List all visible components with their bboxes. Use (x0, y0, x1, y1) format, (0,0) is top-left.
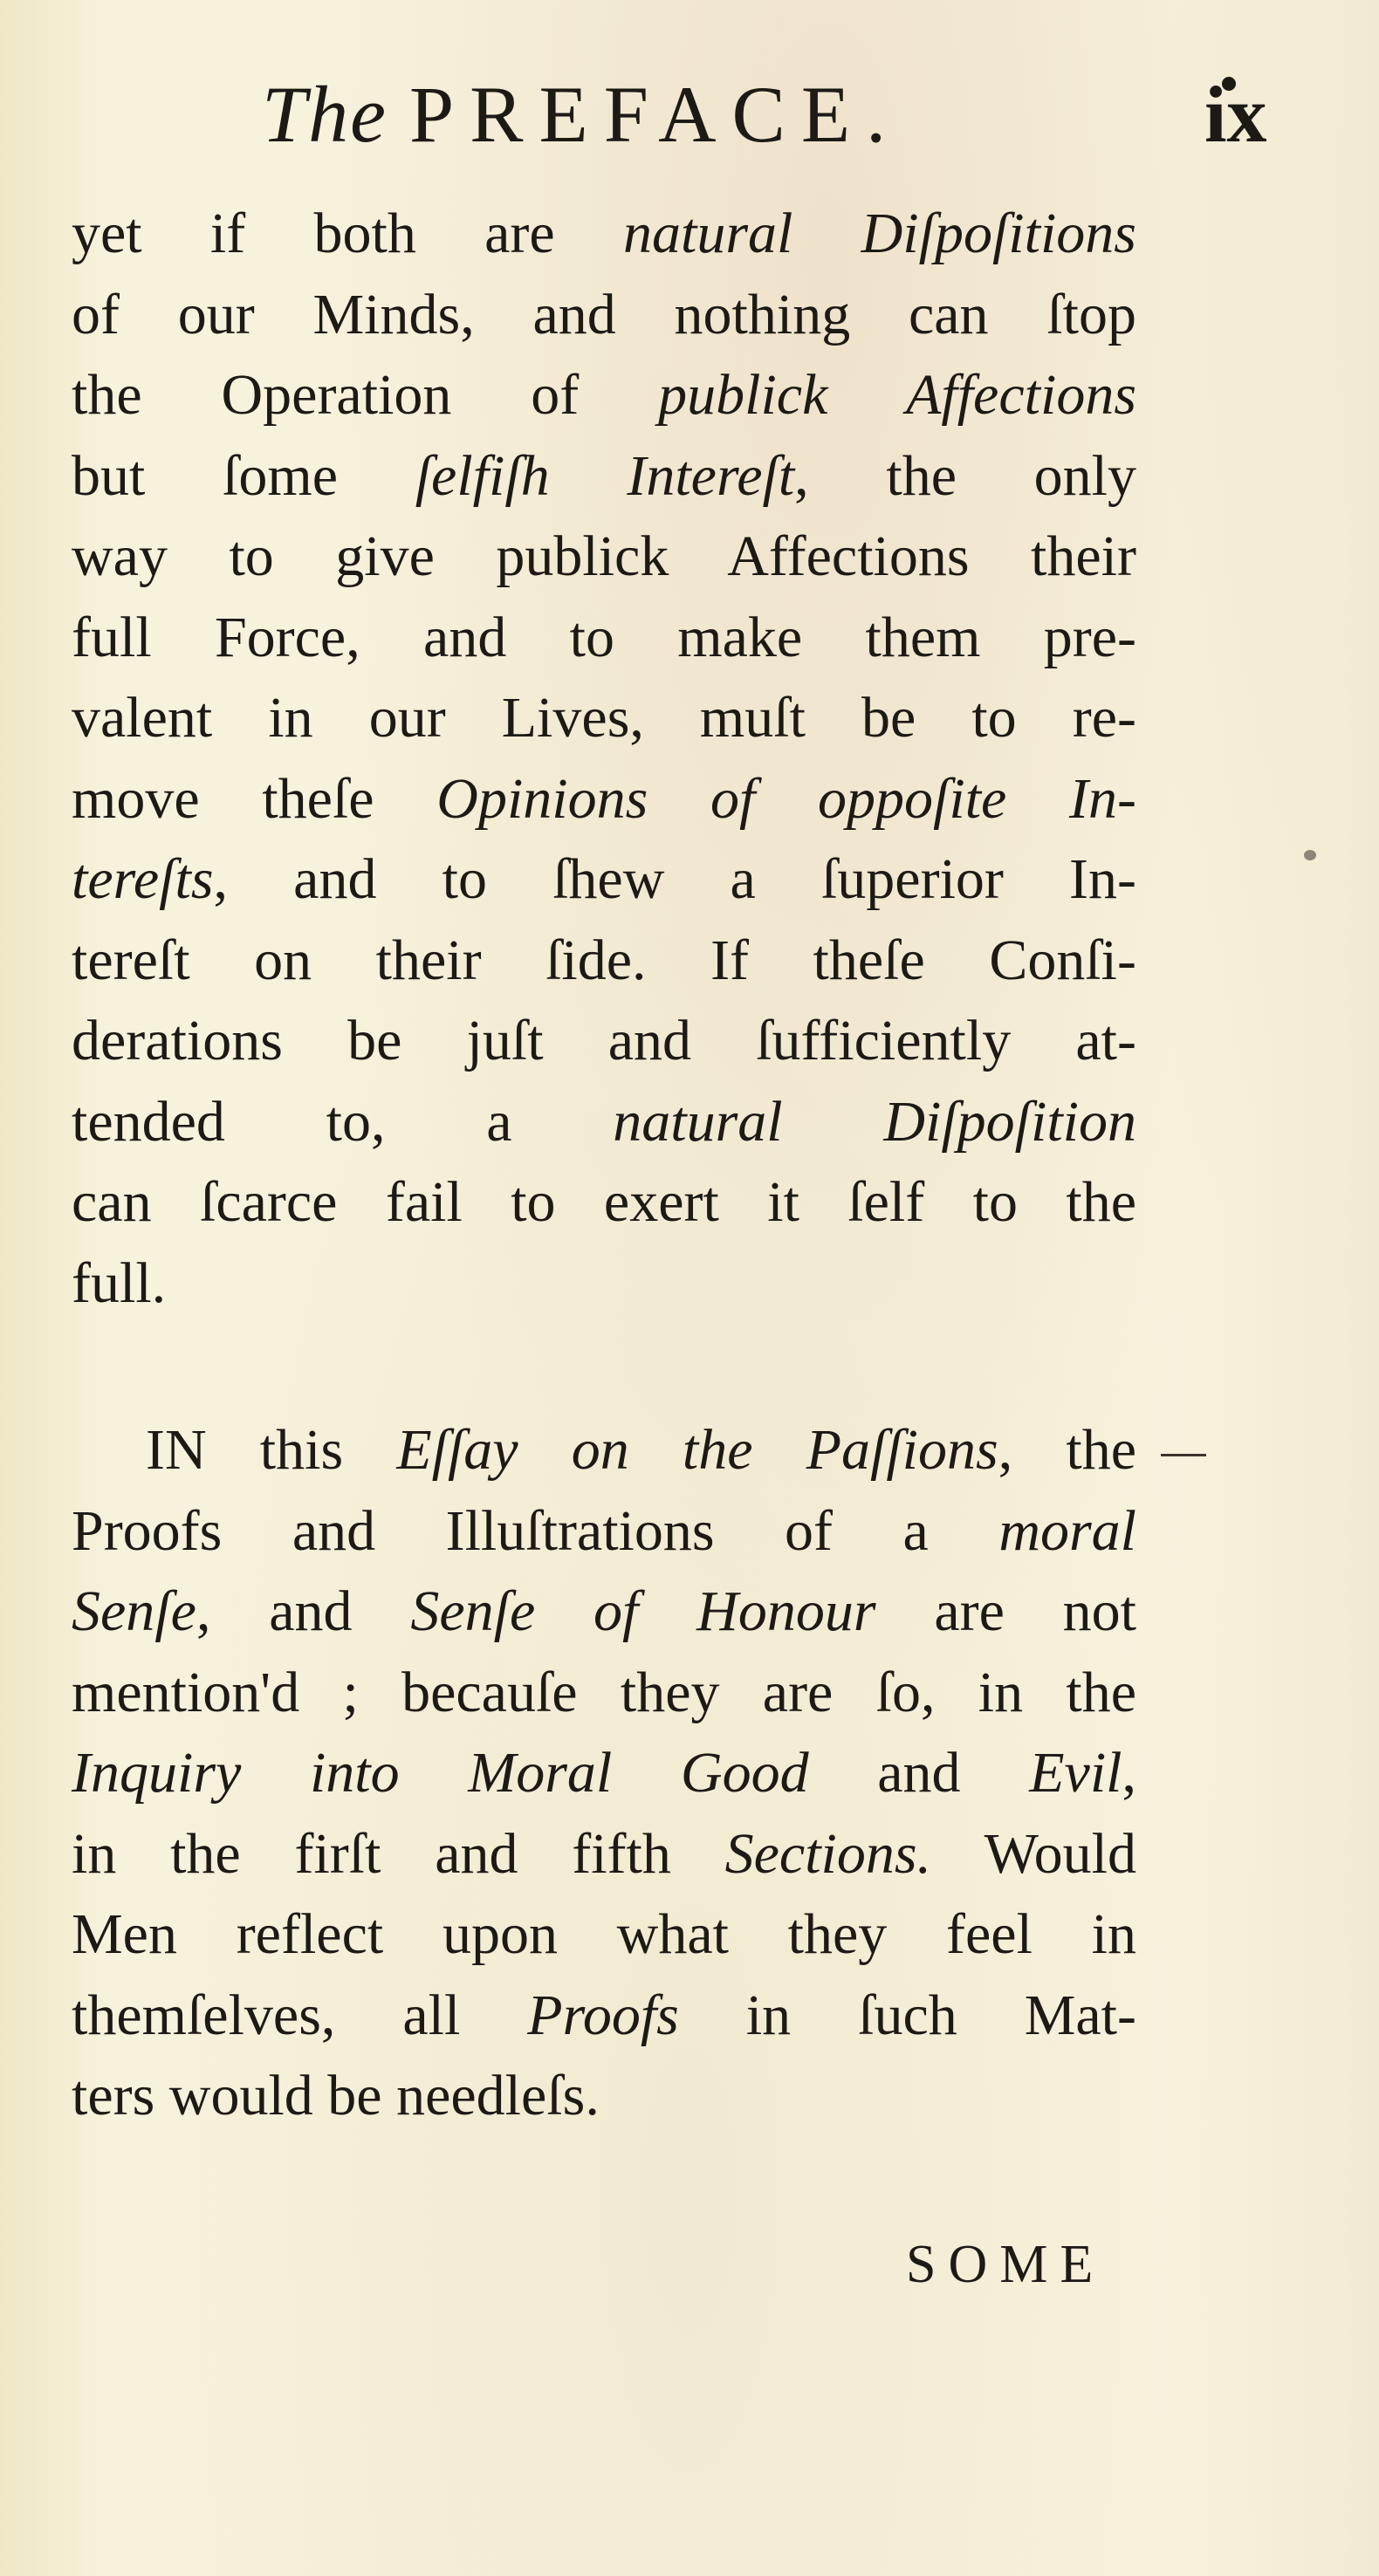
margin-mark (1161, 1454, 1206, 1456)
running-head-italic: The (262, 70, 388, 159)
text-line: can ſcarce fail to exert it ſelf to the (72, 1170, 1136, 1234)
text-line: themſelves, all Proofs in ſuch Mat- (72, 1983, 1136, 2047)
catchword: SOME (906, 2235, 1106, 2294)
text-line: move theſe Opinions of oppoſite In- (72, 766, 1136, 831)
paper-speck (1304, 850, 1316, 860)
text-line: valent in our Lives, muſt be to re- (72, 686, 1136, 750)
text-line: mention'd ; becauſe they are ſo, in the (72, 1660, 1136, 1724)
text-line: ters would be needleſs. (72, 2064, 600, 2127)
text-line: in the firſt and fifth Sections. Would (72, 1821, 1136, 1886)
paragraph-2 (72, 1410, 1136, 2137)
text-line: Inquiry into Moral Good and Evil, (72, 1741, 1136, 1805)
text-line: derations be juſt and ſufficiently at- (72, 1009, 1136, 1072)
text-line: of our Minds, and nothing can ſtop (72, 282, 1136, 346)
text-line: full Force, and to make them pre- (72, 605, 1136, 669)
text-line: tended to, a natural Diſpoſition (72, 1089, 1136, 1154)
running-head (262, 68, 902, 161)
text-line: Senſe, and Senſe of Honour are not (72, 1579, 1137, 1643)
text-line: the Operation of publick Affections (72, 363, 1136, 427)
text-line: tereſt on their ſide. If theſe Conſi- (72, 928, 1136, 992)
text-line: Men reflect upon what they feel in (72, 1902, 1136, 1966)
text-line: way to give publick Affections their (72, 524, 1136, 588)
text-line: full. (72, 1250, 167, 1315)
text-line: IN this Eſſay on the Paſſions, the (146, 1418, 1136, 1482)
text-line: but ſome ſelfiſh Intereſt, the only (72, 443, 1137, 508)
page-number: ix (1204, 70, 1267, 159)
paragraph-1 (72, 194, 1136, 1324)
text-line: tereſts, and to ſhew a ſuperior In- (72, 847, 1136, 911)
running-head-caps: PREFACE. (409, 70, 902, 159)
text-line: yet if both are natural Diſpoſitions (72, 202, 1136, 265)
text-line: Proofs and Illuſtrations of a moral (72, 1498, 1136, 1563)
